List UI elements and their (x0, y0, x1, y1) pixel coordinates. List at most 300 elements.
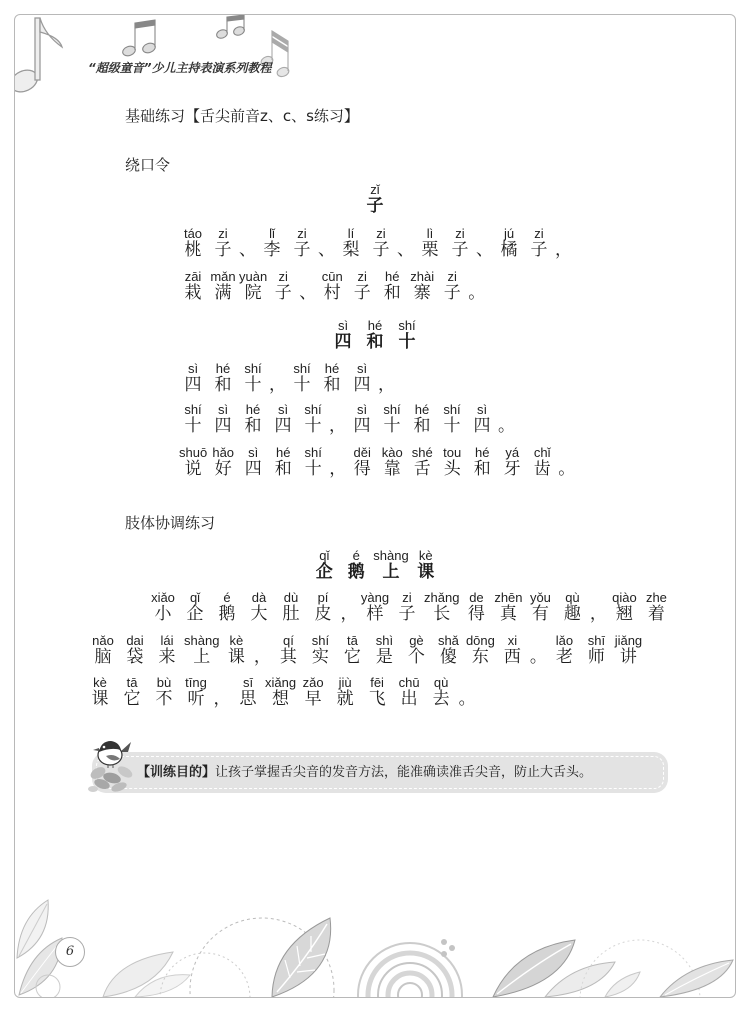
pinyin: qǐ (189, 590, 201, 605)
punctuation (268, 362, 287, 394)
pinyin: fēi (370, 675, 384, 690)
hanzi: 舌 (413, 459, 431, 479)
bird-decoration (88, 728, 136, 794)
pinyin: chǐ (533, 445, 551, 460)
punctuation-mark: 、 (318, 240, 335, 260)
ruby-character (497, 446, 527, 478)
hanzi: 寨 (413, 283, 431, 303)
ruby-character (298, 403, 328, 435)
ruby-character (407, 270, 437, 302)
hanzi: 西 (503, 647, 521, 667)
pinyin: qiào (612, 590, 637, 605)
hanzi: 样 (366, 604, 384, 624)
ruby-character (119, 634, 151, 666)
ruby-character (445, 227, 475, 259)
ruby-character (298, 446, 328, 478)
hanzi: 课 (91, 689, 109, 709)
hanzi: 大 (250, 604, 268, 624)
poem-line (178, 403, 516, 435)
hanzi: 来 (158, 647, 176, 667)
punctuation (497, 403, 516, 435)
pinyin: cūn (321, 269, 343, 284)
hanzi: 就 (336, 689, 354, 709)
punctuation (557, 446, 576, 478)
hanzi: 不 (155, 689, 173, 709)
hanzi: 李 (263, 240, 281, 260)
ruby-character (220, 634, 252, 666)
ruby-character (208, 270, 238, 302)
ruby-character (297, 676, 329, 708)
poem-title (0, 183, 750, 215)
hanzi: 思 (239, 689, 257, 709)
ruby-character (87, 634, 119, 666)
punctuation-mark: 。 (558, 459, 576, 479)
hanzi: 上 (382, 562, 400, 582)
pinyin: zǎo (302, 675, 324, 690)
ruby-character (437, 446, 467, 478)
pinyin: hǎo (212, 445, 235, 460)
pinyin: gè (409, 633, 424, 648)
punctuation (377, 362, 396, 394)
ruby-character (317, 362, 347, 394)
ruby-character (359, 591, 391, 623)
subsection-title-tongue-twister: 绕口令 (125, 156, 171, 174)
hanzi: 和 (473, 459, 491, 479)
pinyin: kè (418, 548, 433, 563)
series-title: “超级童音”少儿主持表演系列教程 (88, 61, 272, 75)
ruby-character (524, 591, 556, 623)
hanzi: 十 (383, 416, 401, 436)
punctuation-mark: ， (378, 375, 395, 395)
hanzi: 桃 (184, 240, 202, 260)
music-note-icon (215, 15, 245, 40)
pinyin: de (469, 590, 484, 605)
ruby-character (361, 676, 393, 708)
hanzi: 企 (186, 604, 204, 624)
ruby-character (340, 549, 372, 581)
punctuation-mark: ， (589, 604, 607, 624)
hanzi: 它 (343, 647, 361, 667)
pinyin: sī (242, 675, 254, 690)
music-note-icon (15, 18, 62, 96)
hanzi: 子 (443, 283, 461, 303)
hanzi: 老 (555, 647, 573, 667)
ruby-character (327, 319, 359, 351)
poem-line (178, 446, 576, 478)
pinyin: hé (367, 318, 383, 333)
pinyin: zi (455, 226, 465, 241)
hanzi: 齿 (533, 459, 551, 479)
punctuation-mark: 。 (529, 647, 547, 667)
pinyin: sì (277, 402, 289, 417)
pinyin: hé (215, 361, 231, 376)
hanzi: 梨 (342, 240, 360, 260)
punctuation (298, 270, 317, 302)
ruby-character (580, 634, 612, 666)
hanzi: 和 (244, 416, 262, 436)
pinyin: yá (505, 445, 520, 460)
poem-title (0, 549, 750, 581)
hanzi: 十 (184, 416, 202, 436)
punctuation-mark: ， (213, 689, 231, 709)
hanzi: 子 (366, 196, 384, 216)
footer-decoration (15, 860, 735, 997)
pinyin: tou (443, 445, 462, 460)
punctuation (528, 634, 548, 666)
pinyin: kè (93, 675, 107, 690)
ruby-character (178, 270, 208, 302)
hanzi: 子 (372, 240, 390, 260)
hanzi: 十 (304, 416, 322, 436)
ruby-character (151, 634, 183, 666)
ruby-character (556, 591, 588, 623)
punctuation-mark: ， (340, 604, 358, 624)
punctuation (339, 591, 359, 623)
punctuation-mark: ， (253, 647, 271, 667)
ruby-character (243, 591, 275, 623)
hanzi: 课 (227, 647, 245, 667)
pinyin: shǎ (437, 633, 459, 648)
training-goal-box (92, 752, 668, 793)
hanzi: 和 (383, 283, 401, 303)
pinyin: chū (398, 675, 420, 690)
ruby-character (268, 446, 298, 478)
ruby-character (464, 634, 496, 666)
pinyin: tā (347, 633, 358, 648)
hanzi: 长 (433, 604, 451, 624)
ruby-character (423, 591, 460, 623)
pinyin: qí (283, 633, 294, 648)
hanzi: 四 (353, 416, 371, 436)
pinyin: zi (534, 226, 544, 241)
pinyin: xiǎo (151, 590, 175, 605)
pinyin: zi (297, 226, 307, 241)
ruby-character (232, 676, 264, 708)
hanzi: 院 (244, 283, 262, 303)
ruby-character (527, 446, 557, 478)
ruby-character (347, 446, 377, 478)
pinyin: qǐ (319, 548, 330, 563)
pinyin: yuàn (239, 269, 268, 284)
hanzi: 好 (214, 459, 232, 479)
punctuation (588, 591, 608, 623)
punctuation-mark: 、 (476, 240, 493, 260)
pinyin: é (352, 548, 360, 563)
pinyin: shàng (184, 633, 220, 648)
hanzi: 十 (244, 375, 262, 395)
pinyin: děi (353, 445, 371, 460)
pinyin: dù (283, 590, 299, 605)
ruby-character (147, 591, 179, 623)
hanzi: 傻 (439, 647, 457, 667)
ruby-character (336, 227, 366, 259)
ruby-character (415, 227, 445, 259)
punctuation-mark: 、 (397, 240, 414, 260)
training-goal-text: 让孩子掌握舌尖音的发音方法，能准确读准舌尖音，防止大舌头。 (215, 765, 593, 780)
pinyin: sì (187, 361, 199, 376)
ruby-character (377, 270, 407, 302)
ruby-character (425, 676, 457, 708)
ruby-character (612, 634, 644, 666)
ruby-character (524, 227, 554, 259)
hanzi: 四 (244, 459, 262, 479)
hanzi: 和 (274, 459, 292, 479)
ruby-character (238, 403, 268, 435)
ruby-character (178, 362, 208, 394)
ruby-character (347, 270, 377, 302)
ruby-character (492, 591, 524, 623)
punctuation (317, 227, 336, 259)
pinyin: shuō (179, 445, 208, 460)
hanzi: 趣 (563, 604, 581, 624)
punctuation-mark: 、 (239, 240, 256, 260)
hanzi: 四 (353, 375, 371, 395)
hanzi: 栗 (421, 240, 439, 260)
training-goal-content (137, 752, 592, 793)
hanzi: 听 (187, 689, 205, 709)
ruby-character (391, 591, 423, 623)
pinyin: zāi (184, 269, 202, 284)
hanzi: 牙 (503, 459, 521, 479)
ruby-character (608, 591, 640, 623)
hanzi: 飞 (368, 689, 386, 709)
hanzi: 鹅 (218, 604, 236, 624)
ruby-character (548, 634, 580, 666)
punctuation (396, 227, 415, 259)
hanzi: 栽 (184, 283, 202, 303)
pinyin: shí (443, 402, 461, 417)
hanzi: 和 (323, 375, 341, 395)
ruby-character (208, 403, 238, 435)
hanzi: 它 (123, 689, 141, 709)
ruby-character (183, 634, 220, 666)
pinyin: mǎn (210, 269, 236, 284)
punctuation-mark: 。 (458, 689, 476, 709)
ruby-character (275, 591, 307, 623)
ruby-character (180, 676, 212, 708)
pinyin: zhài (410, 269, 435, 284)
pinyin: lǐ (269, 226, 275, 241)
hanzi: 四 (334, 332, 352, 352)
section-title-basic-practice: 基础练习【舌尖前音z、c、s练习】 (125, 107, 359, 125)
ruby-character (407, 446, 437, 478)
pinyin: tīng (185, 675, 207, 690)
pinyin: zhēn (494, 590, 523, 605)
punctuation (328, 403, 347, 435)
ruby-character (391, 319, 423, 351)
ruby-character (287, 227, 317, 259)
leaf-icon (605, 960, 733, 997)
punctuation (467, 270, 486, 302)
ruby-character (359, 319, 391, 351)
ruby-character (272, 634, 304, 666)
training-goal-label: 【训练目的】 (137, 765, 216, 780)
ruby-character (359, 183, 391, 215)
pinyin: shí (311, 633, 330, 648)
punctuation-mark: ， (555, 240, 572, 260)
hanzi: 个 (407, 647, 425, 667)
hanzi: 是 (375, 647, 393, 667)
hanzi: 十 (304, 459, 322, 479)
ruby-character (208, 362, 238, 394)
hanzi: 鹅 (347, 562, 365, 582)
pinyin: tā (126, 675, 138, 690)
paragraph-line (84, 676, 477, 708)
leaf-cluster-icon (88, 764, 134, 793)
pinyin: sì (356, 361, 368, 376)
ruby-character (407, 403, 437, 435)
hanzi: 子 (398, 604, 416, 624)
ruby-character (317, 270, 347, 302)
pinyin: zi (357, 269, 367, 284)
pinyin: é (223, 590, 231, 605)
hanzi: 小 (154, 604, 172, 624)
ruby-character (347, 362, 377, 394)
ruby-character (329, 676, 361, 708)
pinyin: shàng (373, 548, 409, 563)
pinyin: sì (217, 402, 229, 417)
poem-line (178, 227, 573, 259)
poem-line (178, 270, 486, 302)
ruby-character (336, 634, 368, 666)
punctuation-mark: ， (329, 416, 346, 436)
hanzi: 十 (443, 416, 461, 436)
hanzi: 出 (400, 689, 418, 709)
pinyin: sì (337, 318, 349, 333)
ruby-character (268, 270, 298, 302)
hanzi: 头 (443, 459, 461, 479)
pinyin: hé (384, 269, 400, 284)
ruby-character (347, 403, 377, 435)
pinyin: lí (347, 226, 355, 241)
pinyin: lái (160, 633, 174, 648)
pinyin: xiǎng (265, 675, 297, 690)
ruby-character (437, 270, 467, 302)
ruby-character (377, 446, 407, 478)
ruby-character (366, 227, 396, 259)
ruby-character (178, 403, 208, 435)
punctuation-mark: ， (269, 375, 286, 395)
hanzi: 上 (193, 647, 211, 667)
hanzi: 子 (214, 240, 232, 260)
pinyin: táo (183, 226, 203, 241)
hanzi: 想 (272, 689, 290, 709)
punctuation (212, 676, 232, 708)
pinyin: sì (476, 402, 488, 417)
concentric-circles-decoration (358, 943, 462, 997)
leaf-icon (103, 952, 190, 997)
bird-icon (93, 741, 131, 768)
hanzi: 真 (499, 604, 517, 624)
ruby-character (179, 591, 211, 623)
pinyin: jiǎng (614, 633, 643, 648)
hanzi: 肚 (282, 604, 300, 624)
pinyin: zi (278, 269, 288, 284)
pinyin: zi (218, 226, 228, 241)
pinyin: zi (402, 590, 412, 605)
pinyin: yàng (360, 590, 390, 605)
ruby-character (437, 403, 467, 435)
punctuation (475, 227, 494, 259)
ruby-character (372, 549, 409, 581)
paragraph-line (87, 634, 644, 666)
pinyin: dà (251, 590, 267, 605)
hanzi: 课 (417, 562, 435, 582)
hanzi: 十 (293, 375, 311, 395)
ruby-character (238, 446, 268, 478)
hanzi: 得 (353, 459, 371, 479)
pinyin: shí (398, 318, 416, 333)
pinyin: nǎo (92, 633, 114, 648)
hanzi: 有 (531, 604, 549, 624)
hanzi: 实 (311, 647, 329, 667)
hanzi: 皮 (314, 604, 332, 624)
pinyin: qù (565, 590, 580, 605)
ruby-character (116, 676, 148, 708)
hanzi: 四 (184, 375, 202, 395)
pinyin: dōng (465, 633, 495, 648)
ruby-character (148, 676, 180, 708)
hanzi: 去 (432, 689, 450, 709)
hanzi: 子 (293, 240, 311, 260)
ruby-character (393, 676, 425, 708)
pinyin: shí (244, 361, 262, 376)
pinyin: shí (304, 402, 322, 417)
punctuation-mark: 。 (498, 416, 515, 436)
pinyin: sì (356, 402, 368, 417)
page-number: 6 (55, 937, 85, 967)
hanzi: 和 (366, 332, 384, 352)
hanzi: 和 (214, 375, 232, 395)
hanzi: 四 (274, 416, 292, 436)
hanzi: 得 (467, 604, 485, 624)
punctuation-mark: 。 (468, 283, 486, 303)
pinyin: hé (324, 361, 340, 376)
hanzi: 橘 (500, 240, 518, 260)
ruby-character (467, 403, 497, 435)
pinyin: dai (126, 633, 144, 648)
ruby-character (494, 227, 524, 259)
ruby-character (84, 676, 116, 708)
pinyin: shī (587, 633, 606, 648)
punctuation (252, 634, 272, 666)
hanzi: 子 (274, 283, 292, 303)
pinyin: jiù (338, 675, 352, 690)
hanzi: 四 (214, 416, 232, 436)
ruby-character (268, 403, 298, 435)
hanzi: 子 (530, 240, 548, 260)
hanzi: 早 (304, 689, 322, 709)
pinyin: hé (275, 445, 291, 460)
ruby-character (377, 403, 407, 435)
hanzi: 其 (279, 647, 297, 667)
hanzi: 企 (315, 562, 333, 582)
ruby-character (432, 634, 464, 666)
punctuation (457, 676, 477, 708)
pinyin: zi (447, 269, 457, 284)
ruby-character (208, 446, 238, 478)
hanzi: 着 (647, 604, 665, 624)
circle-decoration (36, 975, 60, 997)
hanzi: 袋 (126, 647, 144, 667)
hanzi: 子 (353, 283, 371, 303)
ruby-character (496, 634, 528, 666)
ruby-character (238, 270, 268, 302)
hanzi: 和 (413, 416, 431, 436)
leaf-icon (493, 940, 615, 997)
pinyin: hé (474, 445, 490, 460)
dots-decoration (441, 939, 455, 957)
